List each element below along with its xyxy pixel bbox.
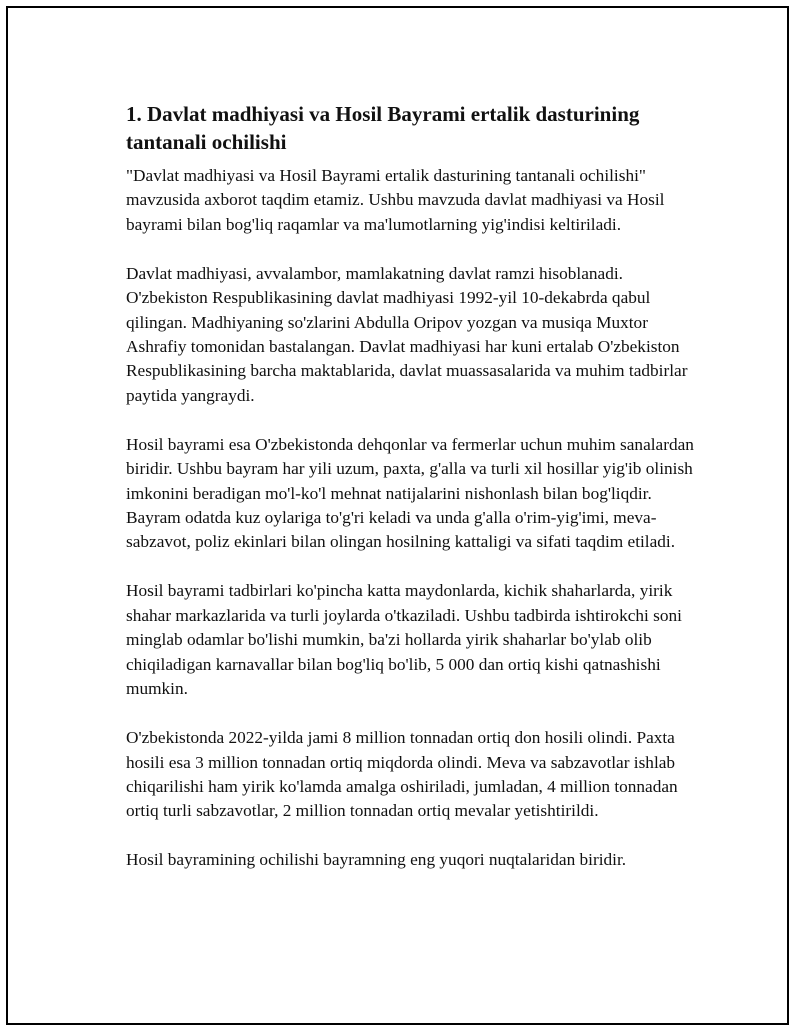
paragraph-intro: "Davlat madhiyasi va Hosil Bayrami ertalik dasturining tantanali ochilishi" mavzusida axborot taqdim etamiz. Ushbu mavzuda davlat madhiyasi va Hosil bayrami bilan bog'liq raqamlar va ma'lumotlarning yig'indisi keltiriladi. (126, 166, 665, 234)
paragraph-anthem: Davlat madhiyasi, avvalambor, mamlakatning davlat ramzi hisoblanadi. O'zbekiston Respublikasining davlat madhiyasi 1992-yil 10-dekabrda qabul qilingan. Madhiyaning so'zlarini Abdulla Oripov yozgan va musiqa Muxtor Ashrafiy tomonidan bastalangan. Davlat madhiyasi har kuni ertalab O'zbekiston Respublikasining barcha maktablarida, davlat muassasalarida va muhim tadbirlar paytida yangraydi. (126, 263, 688, 405)
paragraph-festival-events: Hosil bayrami tadbirlari ko'pincha katta maydonlarda, kichik shaharlarda, yirik shahar markazlarida va turli joylarda o'tkaziladi. Ushbu tadbirda ishtirokchi soni minglab odamlar bo'lishi mumkin, ba'zi hollarda yirik shaharlar bo'ylab olib chiqiladigan karnavallar bilan bog'liq bo'lib, 5 000 dan ortiq kishi qatnashishi mumkin. (126, 581, 682, 699)
section-title: 1. Davlat madhiyasi va Hosil Bayrami ertalik dasturining tantanali ochilishi (126, 102, 640, 154)
paragraph-closing: Hosil bayramining ochilishi bayramning eng yuqori nuqtalaridan biridir. (126, 850, 627, 870)
document-body (126, 100, 706, 873)
paragraph-harvest-festival: Hosil bayrami esa O'zbekistonda dehqonlar va fermerlar uchun muhim sanalardan biridir. Ushbu bayram har yili uzum, paxta, g'alla va turli xil hosillar yig'ib olinish imkonini beradigan mo'l-ko'l mehnat natijalarini nishonlash bilan bog'liqdir. Bayram odatda kuz oylariga to'g'ri keladi va unda g'alla o'rim-yig'imi, meva-sabzavot, poliz ekinlari bilan olingan hosilning kattaligi va sifati taqdim etiladi. (126, 434, 694, 552)
paragraph-harvest-figures: O'zbekistonda 2022-yilda jami 8 million tonnadan ortiq don hosili olindi. Paxta hosili esa 3 million tonnadan ortiq miqdorda olindi. Meva va sabzavotlar ishlab chiqarilishi ham yirik ko'lamda amalga oshiriladi, jumladan, 4 million tonnadan ortiq turli sabzavotlar, 2 million tonnadan ortiq mevalar yetishtirildi. (126, 728, 678, 821)
page-frame (6, 6, 789, 1025)
